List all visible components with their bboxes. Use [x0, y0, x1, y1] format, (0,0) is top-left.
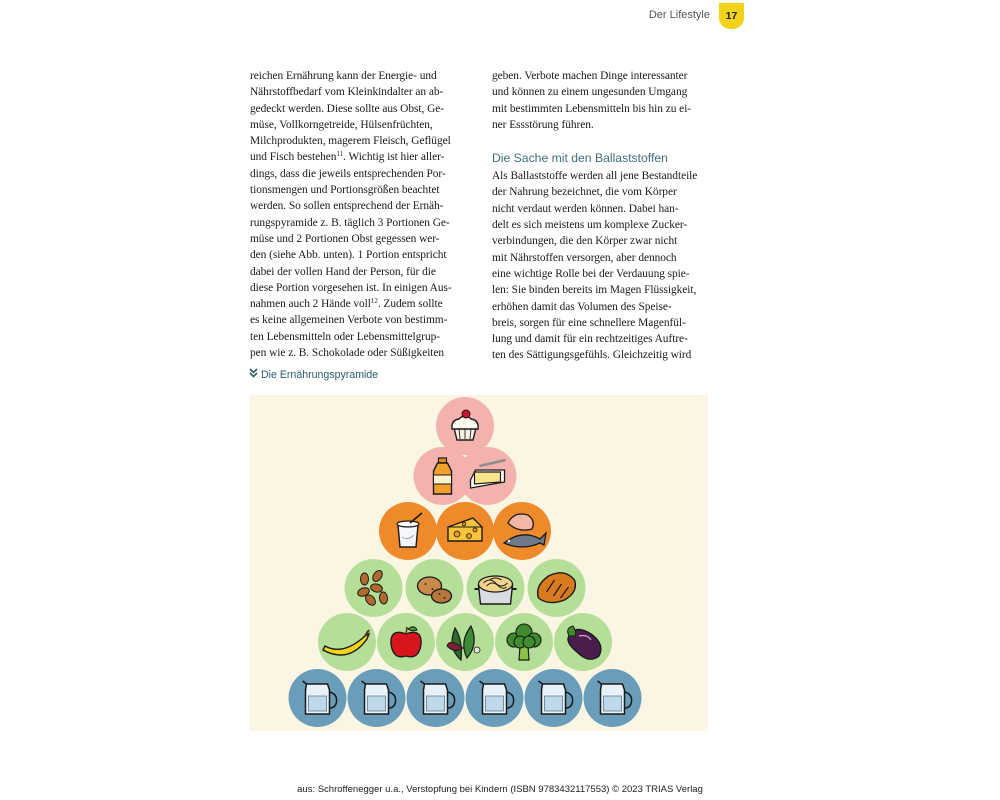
- butter-icon: [459, 447, 517, 505]
- text-line: tionsmengen und Portionsgrößen beachtet: [250, 184, 440, 197]
- water-jug-icon: [584, 669, 642, 727]
- pyramid-circle: [318, 613, 376, 671]
- cupcake-icon: [436, 397, 494, 455]
- text-line: erhöhen damit das Volumen des Speise-: [492, 300, 672, 313]
- text-line: müse und 2 Portionen Obst gegessen wer-: [250, 232, 440, 245]
- text-line: den (siehe Abb. unten). 1 Portion entspricht: [250, 249, 447, 262]
- text-line: mit bestimmten Lebensmitteln bis hin zu ei-: [492, 102, 692, 115]
- text-line: lung und damit für ein rechtzeitiges Auftre-: [492, 333, 688, 346]
- food-pyramid-figure: [250, 395, 708, 731]
- water-jug-icon: [466, 669, 524, 727]
- paragraph-ballaststoffe: [492, 168, 710, 364]
- text-line: verbindungen, die den Körper zwar nicht: [492, 235, 678, 248]
- text-line: rungspyramide z. B. täglich 3 Portionen Ge-: [250, 216, 450, 229]
- legumes-icon: [345, 559, 403, 617]
- text-line: Nährstoffbedarf vom Kleinkindalter an ab-: [250, 86, 444, 99]
- running-header: Der Lifestyle: [648, 9, 710, 21]
- text-line: len: Sie binden bereits im Magen Flüssigkeit,: [492, 284, 697, 297]
- meat-fish-icon: [493, 502, 551, 560]
- text-line: gedeckt werden. Diese sollte aus Obst, Ge-: [250, 102, 445, 115]
- text-line: und können zu einem ungesunden Umgang: [492, 86, 688, 99]
- footnote-ref: 12: [370, 297, 378, 306]
- water-jug-icon: [289, 669, 347, 727]
- text-line: pen wie z. B. Schokolade oder Süßigkeiten: [250, 347, 445, 360]
- text-line: ten Lebensmitteln oder Lebensmittelgrup-: [250, 330, 441, 343]
- water-jug-icon: [525, 669, 583, 727]
- text-line: ner Essstörung führen.: [492, 118, 594, 131]
- footer-credit: aus: Schroffenegger u.a., Verstopfung bei Kindern (ISBN 9783432117553) © 2023 TRIAS Verlag: [297, 784, 703, 795]
- text-line: werden. So sollen entsprechend der Ernäh-: [250, 200, 444, 213]
- text-line: dings, dass die jeweils entsprechenden Por-: [250, 167, 446, 180]
- text-line: Als Ballaststoffe werden all jene Bestandteile: [492, 170, 698, 183]
- text-line: geben. Verbote machen Dinge interessanter: [492, 70, 688, 82]
- cheese-icon: [436, 502, 494, 560]
- text-line: delt es sich meistens um komplexe Zucker-: [492, 219, 688, 232]
- figure-caption-text: Die Ernährungspyramide: [261, 369, 379, 381]
- double-chevron-down-icon: [249, 368, 259, 381]
- figure-caption: [249, 368, 378, 381]
- text-line: Milchprodukten, magerem Fleisch, Geflügel: [250, 135, 451, 148]
- pasta-pot-icon: [467, 559, 525, 617]
- broccoli-icon: [495, 613, 553, 671]
- yogurt-icon: [379, 502, 437, 560]
- banana-icon: [318, 613, 376, 671]
- text-line: und Fisch bestehen$^{11}$. Wichtig ist hier aller-: [250, 150, 445, 164]
- text-line: der Nahrung bezeichnet, die vom Körper: [492, 186, 677, 199]
- text-line: ten des Sättigungsgefühls. Gleichzeitig wird: [492, 349, 692, 362]
- text-line: eine wichtige Rolle bei der Verdauung spie-: [492, 267, 690, 280]
- section-subheading: Die Sache mit den Ballaststoffen: [492, 151, 668, 166]
- leafy-greens-icon: [436, 613, 494, 671]
- food-pyramid-graphic: [250, 395, 708, 731]
- text-line: nahmen auch 2 Hände voll$^{12}$. Zudem sollte: [250, 297, 443, 311]
- water-jug-icon: [348, 669, 406, 727]
- text-line: breis, sorgen für eine schnellere Magenfül-: [492, 316, 686, 329]
- potato-icon: [406, 559, 464, 617]
- water-jug-icon: [407, 669, 465, 727]
- text-line: mit Nährstoffen versorgen, aber dennoch: [492, 251, 677, 264]
- text-line: dabei der vollen Hand der Person, für die: [250, 265, 436, 278]
- footnote-ref: 11: [336, 150, 344, 159]
- paragraph-verbote: [492, 68, 710, 133]
- apple-icon: [377, 613, 435, 671]
- text-line: es keine allgemeinen Verbote von bestimm-: [250, 314, 448, 327]
- text-column-right: [492, 68, 710, 364]
- eggplant-icon: [554, 613, 612, 671]
- text-column-left: [250, 68, 468, 361]
- text-line: diese Portion vorgesehen ist. In einigen Aus-: [250, 281, 452, 294]
- bread-icon: [528, 559, 586, 617]
- text-line: nicht verdaut werden können. Dabei han-: [492, 202, 679, 215]
- pyramid-circle: [493, 502, 551, 560]
- text-line: müse, Vollkorngetreide, Hülsenfrüchten,: [250, 118, 433, 131]
- text-line: reichen Ernährung kann der Energie- und: [250, 70, 437, 82]
- page-number-badge: 17: [719, 3, 744, 29]
